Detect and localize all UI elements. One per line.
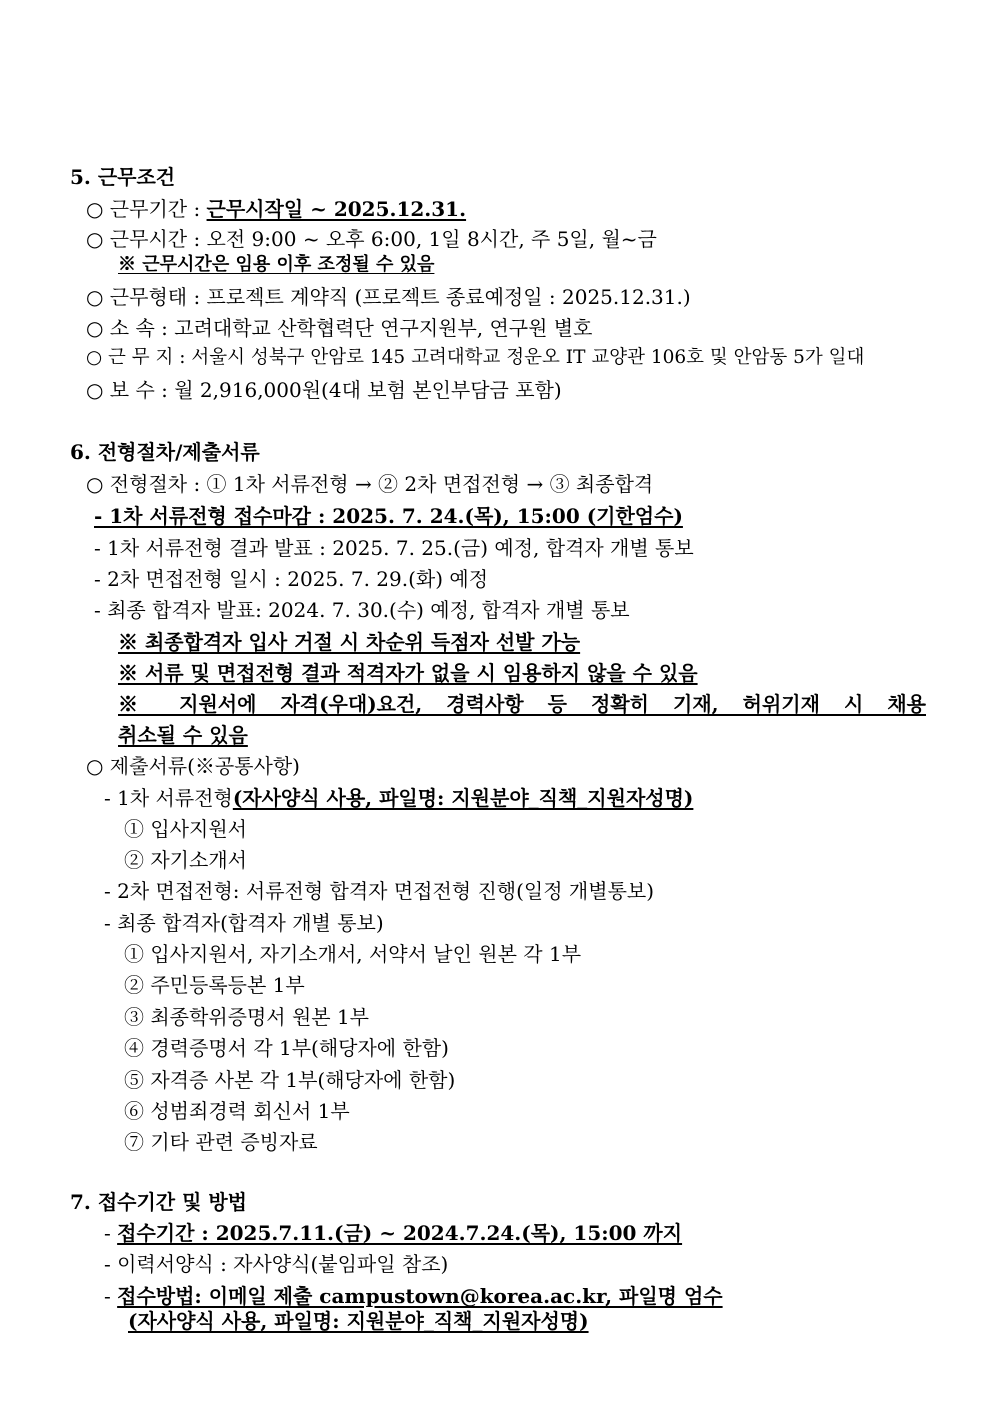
application-method-format: (자사양식 사용, 파일명: 지원분야_직책_지원자성명) bbox=[128, 1309, 589, 1333]
work-hours-note: ※ 근무시간은 임용 이후 조정될 수 있음 bbox=[118, 254, 435, 275]
resume-form: - 이력서양식 : 자사양식(붙임파일 참조) bbox=[104, 1252, 449, 1276]
list-item: ⑥ 성범죄경력 회신서 1부 bbox=[124, 1099, 350, 1123]
note-no-eligible: ※ 서류 및 면접전형 결과 적격자가 없을 시 임용하지 않을 수 있음 bbox=[118, 661, 698, 685]
section-5-title: 5. 근무조건 bbox=[70, 165, 176, 189]
final-announcement: - 최종 합격자 발표: 2024. 7. 30.(수) 예정, 합격자 개별 통보 bbox=[94, 598, 630, 622]
work-period-value: 근무시작일 ~ 2025.12.31. bbox=[206, 197, 467, 221]
salary: ○ 보 수 : 월 2,916,000원(4대 보험 본인부담금 포함) bbox=[86, 378, 562, 402]
application-method bbox=[104, 1282, 723, 1310]
note-false-entry: ※ 지원서에 자격(우대)요건, 경력사항 등 정확히 기재, 허위기재 시 채용 bbox=[118, 692, 926, 716]
section-6-title: 6. 전형절차/제출서류 bbox=[70, 440, 260, 464]
application-method-value: 접수방법: 이메일 제출 campustown@korea.ac.kr, 파일명 엄수 bbox=[117, 1284, 723, 1308]
work-period-label: ○ 근무기간 : bbox=[86, 197, 207, 221]
work-period bbox=[86, 195, 466, 223]
selection-procedure: ○ 전형절차 : ① 1차 서류전형 → ② 2차 면접전형 → ③ 최종합격 bbox=[86, 472, 654, 496]
application-period-value: 접수기간 : 2025.7.11.(금) ~ 2024.7.24.(목), 15:00 까지 bbox=[117, 1221, 683, 1245]
work-hours-value: 오전 9:00 ~ 오후 6:00, 1일 8시간, 주 5일, 월~금 bbox=[206, 227, 657, 251]
docs-second-stage: - 2차 면접전형: 서류전형 합격자 면접전형 진행(일정 개별통보) bbox=[104, 879, 655, 903]
docs-first-stage-label: - 1차 서류전형 bbox=[104, 786, 233, 810]
department: ○ 소 속 : 고려대학교 산학협력단 연구지원부, 연구원 별호 bbox=[86, 316, 593, 340]
note-final-refusal: ※ 최종합격자 입사 거절 시 차순위 득점자 선발 가능 bbox=[118, 630, 581, 654]
list-item: ③ 최종학위증명서 원본 1부 bbox=[124, 1005, 369, 1029]
list-item: ⑦ 기타 관련 증빙자료 bbox=[124, 1130, 318, 1154]
list-item: ① 입사지원서, 자기소개서, 서약서 날인 원본 각 1부 bbox=[124, 942, 582, 966]
application-period-dash: - bbox=[104, 1221, 118, 1245]
list-item: ② 주민등록등본 1부 bbox=[124, 973, 305, 997]
work-type: ○ 근무형태 : 프로젝트 계약직 (프로젝트 종료예정일 : 2025.12.31.) bbox=[86, 285, 691, 309]
list-item: ⑤ 자격증 사본 각 1부(해당자에 한함) bbox=[124, 1068, 456, 1092]
note-false-entry-cont: 취소될 수 있음 bbox=[118, 723, 248, 747]
first-result-announcement: - 1차 서류전형 결과 발표 : 2025. 7. 25.(금) 예정, 합격자 개별 통보 bbox=[94, 536, 694, 560]
list-item: ① 입사지원서 bbox=[124, 817, 247, 841]
documents-title: ○ 제출서류(※공통사항) bbox=[86, 754, 300, 778]
docs-first-stage-format: (자사양식 사용, 파일명: 지원분야_직책_지원자성명) bbox=[232, 786, 694, 810]
work-hours-label: ○ 근무시간 : bbox=[86, 227, 207, 251]
docs-first-stage bbox=[104, 784, 693, 812]
work-location: ○ 근 무 지 : 서울시 성북구 안암로 145 고려대학교 정운오 IT 교양관 106호 및 안암동 5가 일대 bbox=[86, 347, 865, 368]
docs-final-stage: - 최종 합격자(합격자 개별 통보) bbox=[104, 911, 384, 935]
list-item: ④ 경력증명서 각 1부(해당자에 한함) bbox=[124, 1036, 449, 1060]
application-period bbox=[104, 1219, 682, 1247]
section-7-title: 7. 접수기간 및 방법 bbox=[70, 1190, 248, 1214]
work-hours bbox=[86, 225, 657, 253]
application-method-dash: - bbox=[104, 1284, 118, 1308]
list-item: ② 자기소개서 bbox=[124, 848, 247, 872]
application-deadline: - 1차 서류전형 접수마감 : 2025. 7. 24.(목), 15:00 (기한엄수) bbox=[94, 504, 683, 528]
interview-date: - 2차 면접전형 일시 : 2025. 7. 29.(화) 예정 bbox=[94, 567, 489, 591]
